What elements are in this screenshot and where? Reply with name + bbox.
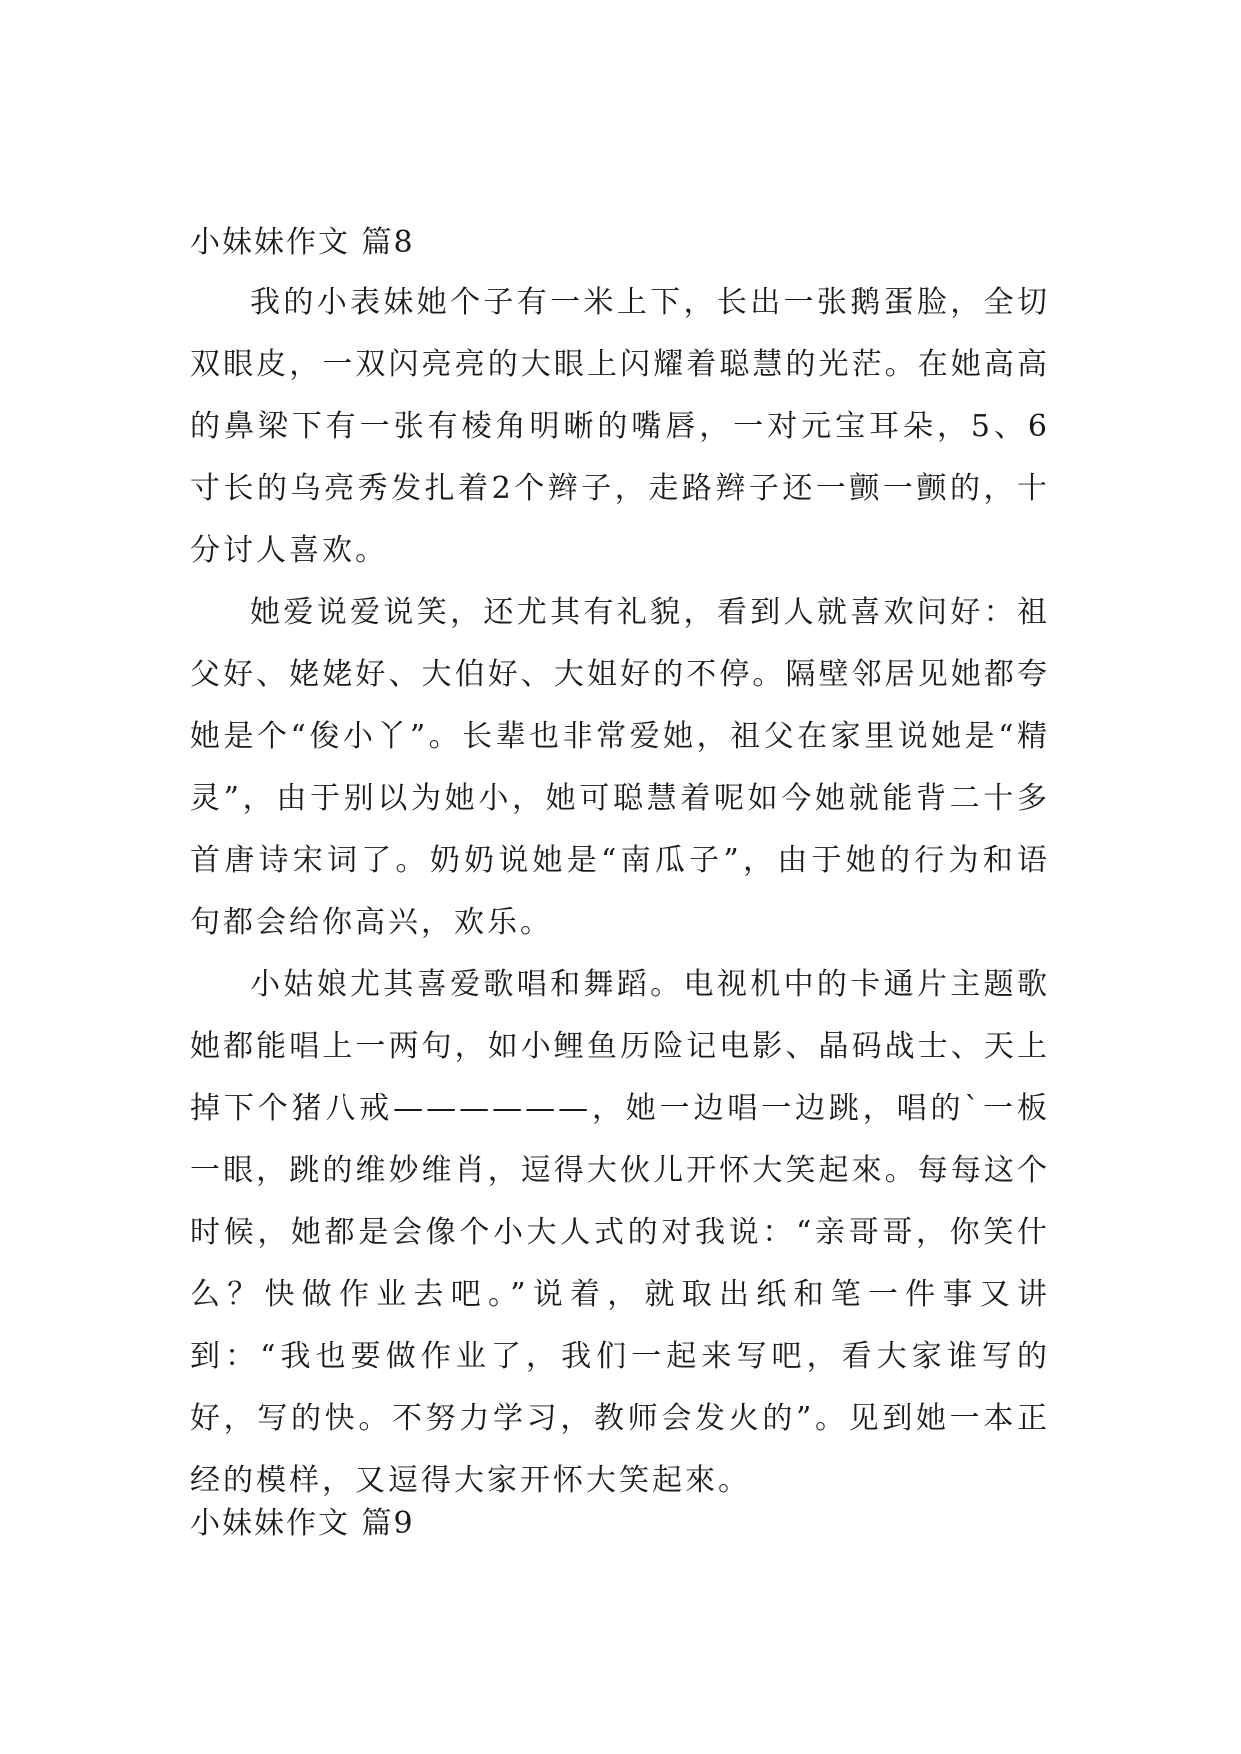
paragraph: 她爱说爱说笑，还尤其有礼貌，看到人就喜欢问好：祖父好、姥姥好、大伯好、大姐好的不停。隔壁邻居见她都夸她是个“俊小丫”。长辈也非常爱她，祖父在家里说她是“精灵”，由于别以为她小，她可聪慧着呢如今她就能背二十多首唐诗宋词了。奶奶说她是“南瓜子”，由于她的行为和语句都会给你高兴，欢乐。 (190, 595, 1050, 940)
essay-body (190, 272, 1050, 1512)
section-heading: 小妹妹作文 篇9 (190, 1506, 415, 1541)
paragraph: 小姑娘尤其喜爱歌唱和舞蹈。电视机中的卡通片主题歌她都能唱上一两句，如小鲤鱼历险记电影、晶码战士、天上掉下个猪八戒——————，她一边唱一边跳，唱的`一板一眼，跳的维妙维肖，逗得大伙儿开怀大笑起來。每每这个时候，她都是会像个小大人式的对我说：“亲哥哥，你笑什么？快做作业去吧。”说着，就取出纸和笔一件事又讲到：“我也要做作业了，我们一起来写吧，看大家谁写的好，写的快。不努力学习，教师会发火的”。见到她一本正经的模样，又逗得大家开怀大笑起來。 (190, 967, 1050, 1498)
paragraph: 我的小表妹她个子有一米上下，长出一张鹅蛋脸，全切双眼皮，一双闪亮亮的大眼上闪耀着聪慧的光茫。在她高高的鼻梁下有一张有棱角明晰的嘴唇，一对元宝耳朵，5、6寸长的乌亮秀发扎着2个辫子，走路辫子还一颤一颤的，十分讨人喜欢。 (190, 285, 1050, 568)
section-heading: 小妹妹作文 篇8 (190, 225, 415, 260)
